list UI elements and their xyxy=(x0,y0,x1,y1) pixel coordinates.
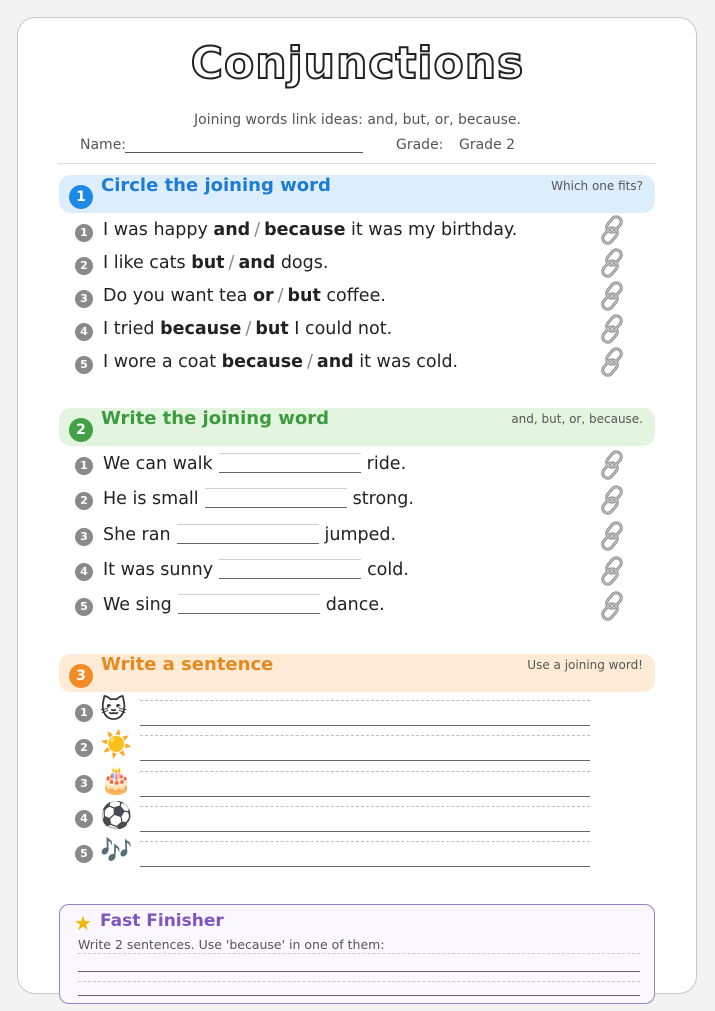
question-number: 4 xyxy=(75,563,93,581)
choice-separator: / xyxy=(245,319,252,339)
choice-option-b[interactable]: but xyxy=(287,286,321,306)
chain-link-icon xyxy=(596,555,628,587)
question-number: 1 xyxy=(75,457,93,475)
sentence-end: strong. xyxy=(352,489,414,509)
chain-link-icon xyxy=(596,280,628,312)
answer-blank[interactable] xyxy=(219,453,361,473)
sentence-end: it was cold. xyxy=(353,352,459,372)
chain-link-icon xyxy=(596,520,628,552)
birthday-cake-icon: 🎂 xyxy=(100,766,133,796)
choice-option-b[interactable]: and xyxy=(316,352,354,372)
question-number: 2 xyxy=(75,739,93,757)
chain-link-icon xyxy=(596,247,628,279)
question-text xyxy=(103,559,409,580)
section-1-header xyxy=(59,175,655,213)
answer-blank[interactable] xyxy=(205,488,347,508)
sentence-start: I wore a coat xyxy=(103,352,222,372)
writing-line-guide xyxy=(78,981,640,982)
writing-line[interactable] xyxy=(140,841,590,867)
question-number: 3 xyxy=(75,528,93,546)
choice-separator: / xyxy=(277,286,284,306)
question-number: 2 xyxy=(75,492,93,510)
sentence-start: He is small xyxy=(103,489,199,509)
choice-separator: / xyxy=(306,352,313,372)
page-subtitle: Joining words link ideas: and, but, or, because. xyxy=(194,112,521,128)
section-number: 2 xyxy=(69,418,93,442)
cat-face-icon: 🐱 xyxy=(100,695,128,725)
sentence-end: ride. xyxy=(366,454,407,474)
sentence-start: She ran xyxy=(103,525,171,545)
sentence-start: We can walk xyxy=(103,454,213,474)
sentence-end: dogs. xyxy=(275,253,329,273)
sentence-end: cold. xyxy=(367,560,409,580)
section-title: Write a sentence xyxy=(101,654,274,675)
question-number: 1 xyxy=(75,704,93,722)
chain-link-icon xyxy=(596,484,628,516)
name-label: Name: xyxy=(80,137,127,153)
grade-value: Grade 2 xyxy=(459,137,516,153)
header-divider xyxy=(58,163,656,164)
question-text xyxy=(103,220,517,240)
question-number: 1 xyxy=(75,224,93,242)
question-number: 4 xyxy=(75,323,93,341)
choice-option-a[interactable]: because xyxy=(221,352,303,372)
question-text xyxy=(103,319,392,339)
sun-icon: ☀️ xyxy=(100,730,133,760)
choice-option-b[interactable]: but xyxy=(255,319,289,339)
answer-blank[interactable] xyxy=(219,559,361,579)
fast-finisher-title: Fast Finisher xyxy=(100,911,224,931)
section-number: 1 xyxy=(69,185,93,209)
chain-link-icon xyxy=(596,214,628,246)
sentence-end: jumped. xyxy=(324,525,397,545)
choice-separator: / xyxy=(228,253,235,273)
choice-option-a[interactable]: but xyxy=(191,253,225,273)
question-text xyxy=(103,352,458,372)
fast-finisher-box xyxy=(59,904,655,1004)
music-notes-icon: 🎶 xyxy=(100,836,133,866)
section-hint: Use a joining word! xyxy=(527,658,643,672)
sentence-end: coffee. xyxy=(320,286,386,306)
answer-blank[interactable] xyxy=(177,524,319,544)
section-hint: and, but, or, because. xyxy=(511,412,643,426)
sentence-start: I was happy xyxy=(103,220,214,240)
chain-link-icon xyxy=(596,313,628,345)
choice-option-a[interactable]: or xyxy=(252,286,274,306)
chain-link-icon xyxy=(596,449,628,481)
question-number: 5 xyxy=(75,845,93,863)
sentence-start: I like cats xyxy=(103,253,192,273)
answer-blank[interactable] xyxy=(178,594,320,614)
question-text xyxy=(103,453,406,474)
choice-option-a[interactable]: and xyxy=(213,220,251,240)
section-2-header xyxy=(59,408,655,446)
section-3-header xyxy=(59,654,655,692)
question-text xyxy=(103,286,386,306)
sentence-start: We sing xyxy=(103,595,172,615)
choice-separator: / xyxy=(254,220,261,240)
sentence-end: I could not. xyxy=(288,319,393,339)
choice-option-b[interactable]: and xyxy=(238,253,276,273)
choice-option-b[interactable]: because xyxy=(264,220,346,240)
chain-link-icon xyxy=(596,346,628,378)
star-icon: ★ xyxy=(74,911,92,935)
writing-line[interactable] xyxy=(78,971,640,972)
question-number: 5 xyxy=(75,598,93,616)
question-text xyxy=(103,524,396,545)
question-text xyxy=(103,253,328,273)
page-title: Conjunctions xyxy=(190,38,525,89)
writing-line[interactable] xyxy=(140,806,590,832)
writing-line-guide xyxy=(78,953,640,954)
sentence-end: dance. xyxy=(325,595,385,615)
sentence-start: It was sunny xyxy=(103,560,214,580)
section-title: Circle the joining word xyxy=(101,175,331,196)
question-number: 5 xyxy=(75,356,93,374)
question-number: 4 xyxy=(75,810,93,828)
section-number: 3 xyxy=(69,664,93,688)
question-text xyxy=(103,488,414,509)
writing-line[interactable] xyxy=(140,735,590,761)
sentence-start: Do you want tea xyxy=(103,286,253,306)
choice-option-a[interactable]: because xyxy=(160,319,242,339)
section-hint: Which one fits? xyxy=(551,179,643,193)
question-number: 2 xyxy=(75,257,93,275)
name-field[interactable] xyxy=(125,152,363,153)
question-text xyxy=(103,594,385,615)
sentence-start: I tried xyxy=(103,319,161,339)
section-title: Write the joining word xyxy=(101,408,329,429)
sentence-end: it was my birthday. xyxy=(345,220,518,240)
writing-line[interactable] xyxy=(140,771,590,797)
question-number: 3 xyxy=(75,775,93,793)
soccer-ball-icon: ⚽ xyxy=(100,801,133,831)
fast-finisher-instruction: Write 2 sentences. Use 'because' in one of them: xyxy=(78,937,385,952)
writing-line[interactable] xyxy=(140,700,590,726)
writing-line[interactable] xyxy=(78,995,640,996)
grade-label: Grade: xyxy=(396,137,444,153)
question-number: 3 xyxy=(75,290,93,308)
chain-link-icon xyxy=(596,590,628,622)
